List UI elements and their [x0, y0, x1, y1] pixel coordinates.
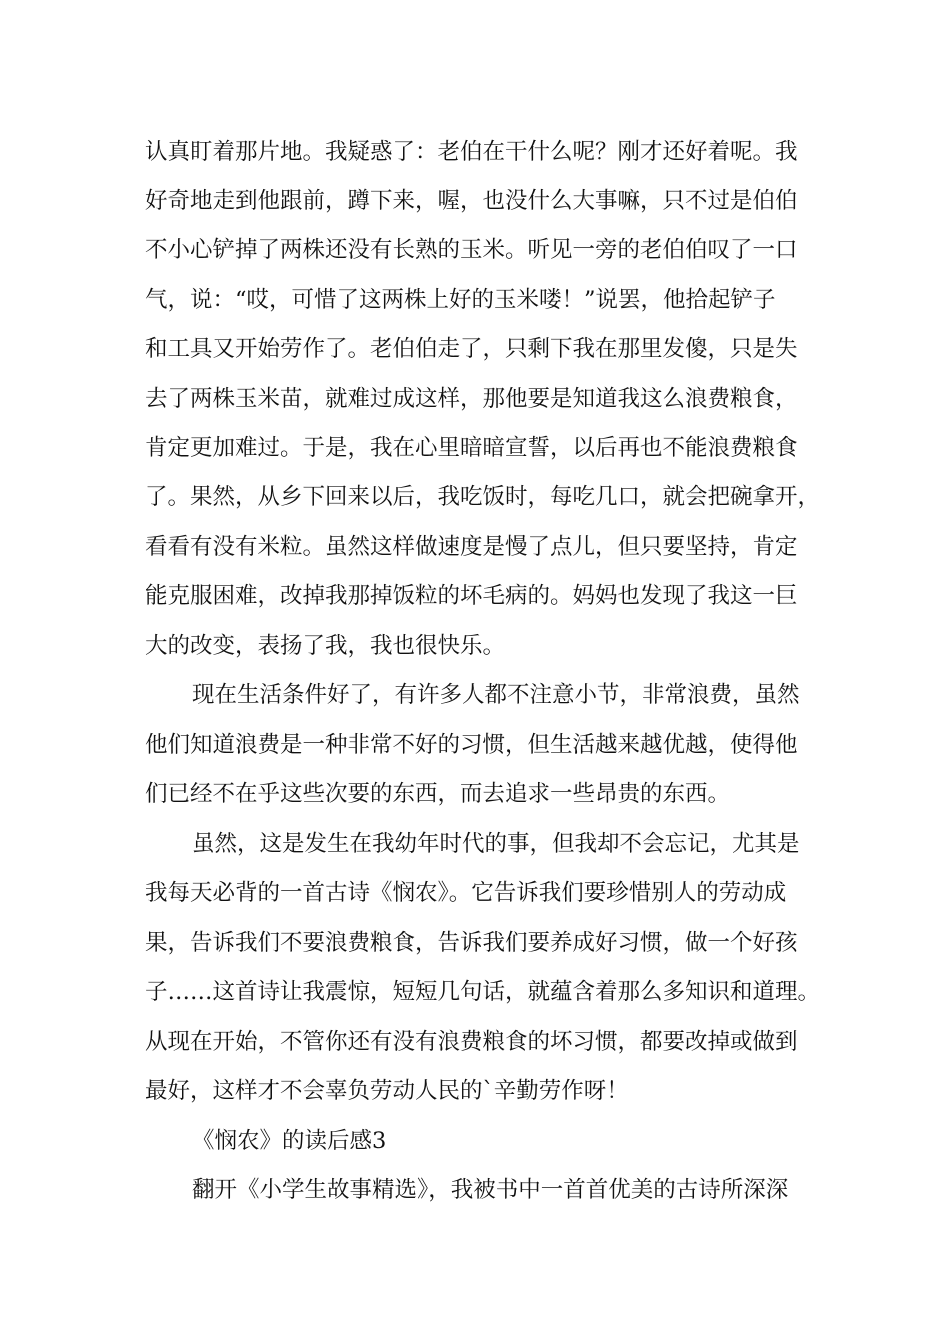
paragraph-start-line: 现在生活条件好了，有许多人都不注意小节，非常浪费，虽然	[192, 682, 800, 708]
text-line: 们已经不在乎这些次要的东西，而去追求一些昂贵的东西。	[145, 781, 731, 807]
text-line: 认真盯着那片地。我疑惑了：老伯在干什么呢？刚才还好着呢。我	[145, 139, 798, 165]
text-line: 不小心铲掉了两株还没有长熟的玉米。听见一旁的老伯伯叹了一口	[145, 237, 798, 263]
text-line: 好奇地走到他跟前，蹲下来，喔，也没什么大事嘛，只不过是伯伯	[145, 188, 798, 214]
text-line: 最好，这样才不会辜负劳动人民的`辛勤劳作呀！	[145, 1078, 629, 1104]
text-line: 去了两株玉米苗，就难过成这样，那他要是知道我这么浪费粮食，	[145, 386, 798, 412]
paragraph-start-line: 虽然，这是发生在我幼年时代的事，但我却不会忘记，尤其是	[192, 831, 800, 857]
text-line: 他们知道浪费是一种非常不好的习惯，但生活越来越优越，使得他	[145, 732, 798, 758]
text-line: 气，说：“哎，可惜了这两株上好的玉米喽！”说罢，他拾起铲子	[145, 287, 776, 313]
text-line: 肯定更加难过。于是，我在心里暗暗宣誓，以后再也不能浪费粮食	[145, 435, 798, 461]
text-line: 子……这首诗让我震惊，短短几句话，就蕴含着那么多知识和道理。	[145, 979, 821, 1005]
text-line: 我每天必背的一首古诗《悯农》。它告诉我们要珍惜别人的劳动成	[145, 880, 787, 906]
paragraph-start-line: 翻开《小学生故事精选》，我被书中一首首优美的古诗所深深	[192, 1177, 789, 1203]
section-heading: 《悯农》的读后感3	[192, 1128, 387, 1154]
text-line: 大的改变，表扬了我，我也很快乐。	[145, 633, 506, 659]
text-line: 和工具又开始劳作了。老伯伯走了，只剩下我在那里发傻，只是失	[145, 336, 798, 362]
text-line: 能克服困难，改掉我那掉饭粒的坏毛病的。妈妈也发现了我这一巨	[145, 583, 798, 609]
text-line: 了。果然，从乡下回来以后，我吃饭时，每吃几口，就会把碗拿开，	[145, 484, 821, 510]
text-line: 果，告诉我们不要浪费粮食，告诉我们要养成好习惯，做一个好孩	[145, 930, 798, 956]
text-line: 看看有没有米粒。虽然这样做速度是慢了点儿，但只要坚持，肯定	[145, 534, 798, 560]
text-line: 从现在开始，不管你还有没有浪费粮食的坏习惯，都要改掉或做到	[145, 1029, 798, 1055]
